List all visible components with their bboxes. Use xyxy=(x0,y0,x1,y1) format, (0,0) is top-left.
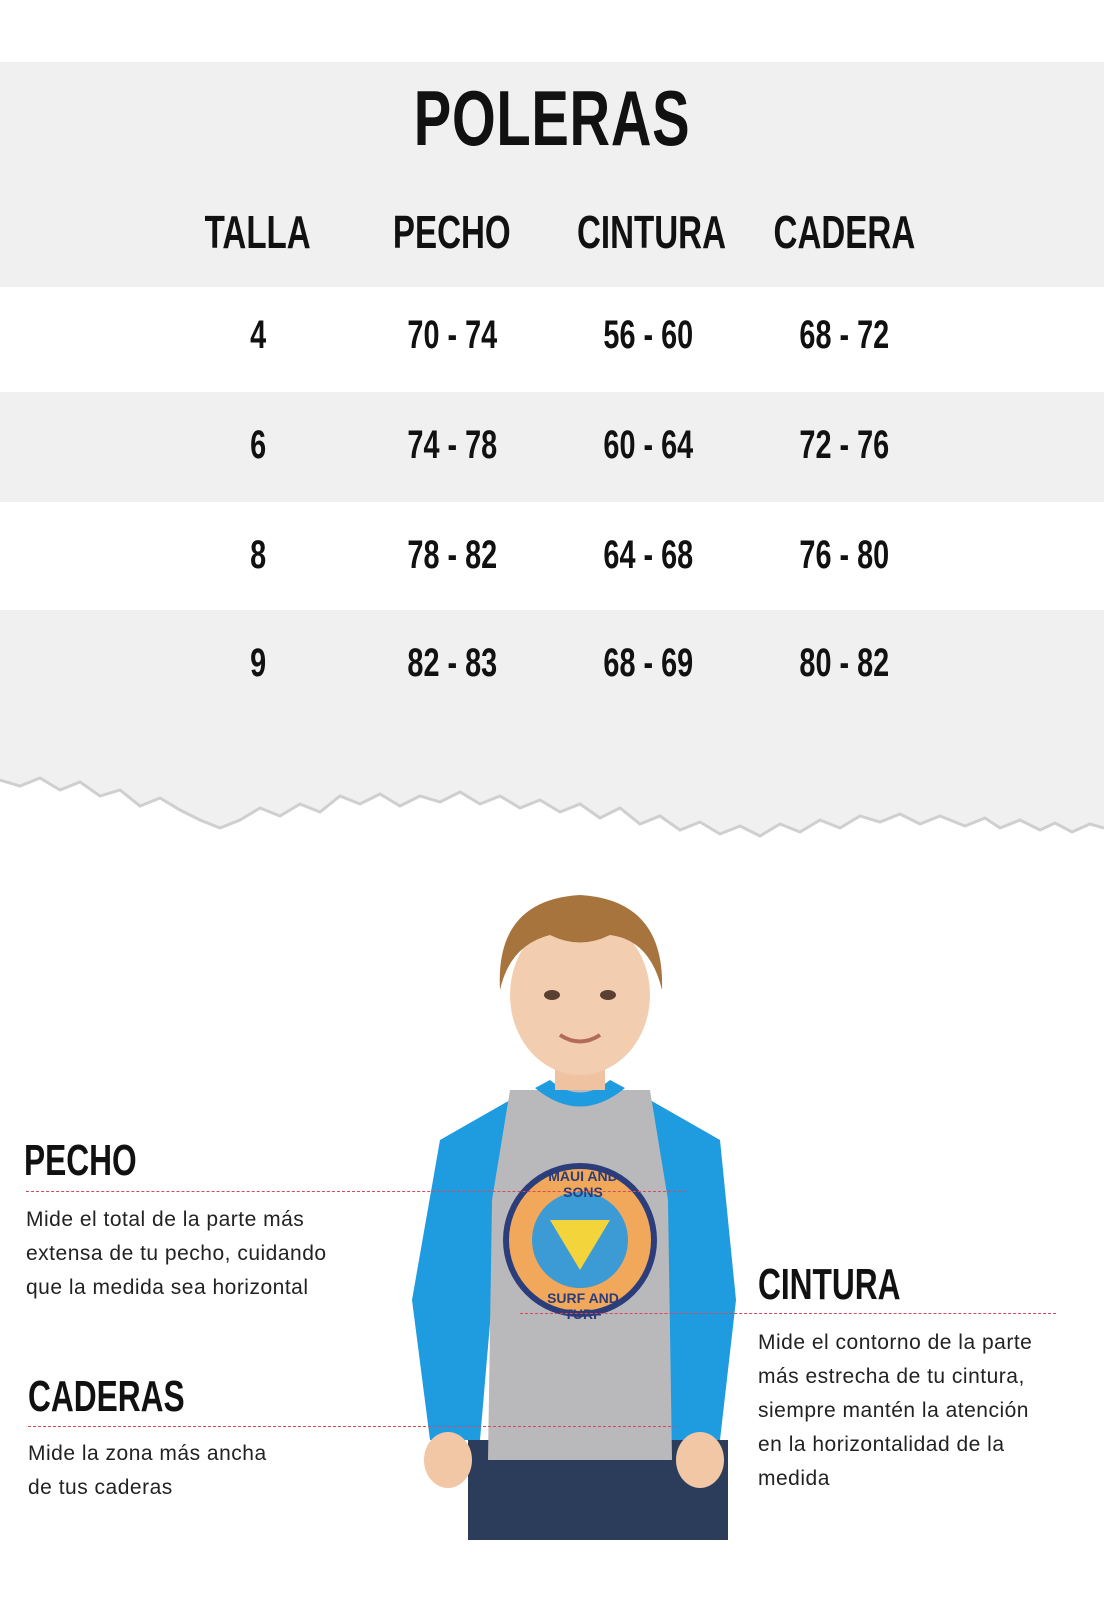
cell-cintura: 56 - 60 xyxy=(603,313,693,357)
cell-talla: 6 xyxy=(249,423,267,467)
cell-cadera: 80 - 82 xyxy=(799,641,889,685)
cell-cintura: 60 - 64 xyxy=(603,423,693,467)
cell-cadera: 72 - 76 xyxy=(799,423,889,467)
caderas-guide-line xyxy=(28,1426,676,1427)
header-cadera: CADERA xyxy=(773,206,915,258)
table-row xyxy=(0,610,1104,720)
cell-cadera: 76 - 80 xyxy=(799,533,889,577)
page-title: POLERAS xyxy=(413,74,691,162)
table-row xyxy=(0,392,1104,502)
cell-pecho: 78 - 82 xyxy=(407,533,497,577)
cell-cintura: 68 - 69 xyxy=(603,641,693,685)
caderas-description: Mide la zona más ancha de tus caderas xyxy=(28,1442,267,1499)
pecho-description: Mide el total de la parte más extensa de tu pecho, cuidando que la medida sea horizontal xyxy=(26,1208,327,1299)
cell-talla: 4 xyxy=(249,313,267,357)
shirt-print-bottom-text: SURF AND TURF xyxy=(547,1290,619,1322)
header-talla: TALLA xyxy=(204,206,312,258)
cell-talla: 9 xyxy=(249,641,267,685)
cintura-guide-line xyxy=(520,1313,1056,1314)
cell-talla: 8 xyxy=(249,533,267,577)
cell-pecho: 70 - 74 xyxy=(407,313,497,357)
header-pecho: PECHO xyxy=(393,206,511,258)
cintura-description: Mide el contorno de la parte más estrecha de tu cintura, siempre mantén la atención en la horizontalidad de la medida xyxy=(758,1331,1033,1490)
torn-paper-edge xyxy=(0,720,1104,840)
cintura-title: CINTURA xyxy=(758,1260,901,1309)
cell-pecho: 74 - 78 xyxy=(407,423,497,467)
shirt-print-top-text: MAUI AND SONS xyxy=(548,1168,618,1200)
pecho-title: PECHO xyxy=(24,1136,137,1185)
header-cintura: CINTURA xyxy=(576,206,727,258)
table-row xyxy=(0,282,1104,392)
pecho-guide-line xyxy=(26,1191,686,1192)
cell-pecho: 82 - 83 xyxy=(407,641,497,685)
caderas-title: CADERAS xyxy=(28,1372,185,1421)
model-figure-illustration xyxy=(400,880,760,1540)
table-row xyxy=(0,502,1104,612)
cell-cadera: 68 - 72 xyxy=(799,313,889,357)
cell-cintura: 64 - 68 xyxy=(603,533,693,577)
